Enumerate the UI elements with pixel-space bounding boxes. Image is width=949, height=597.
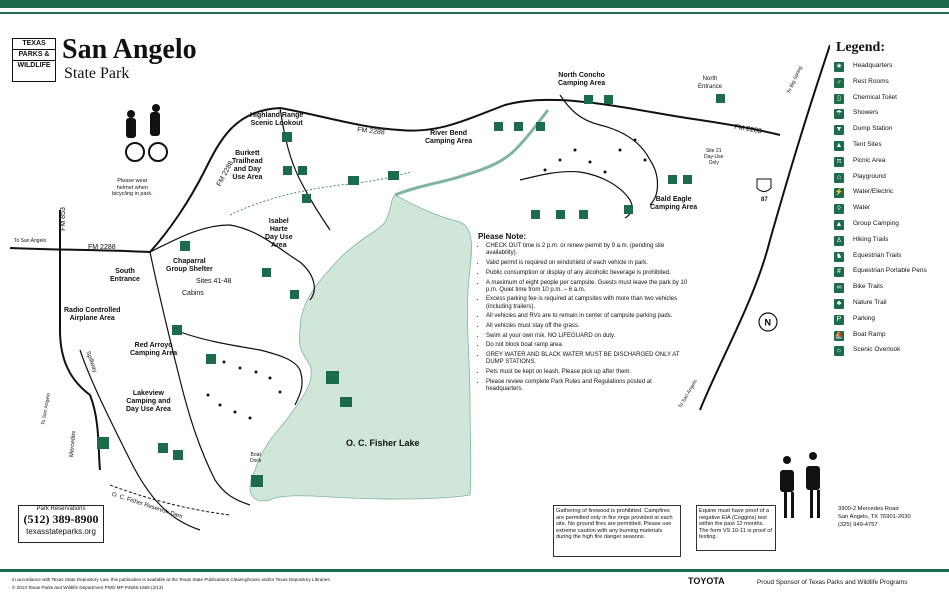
note-item: • Excess parking fee is required at campsites with more than two vehicles (including trailers). bbox=[486, 296, 690, 310]
legend-item bbox=[834, 236, 946, 252]
notes-heading: Please Note: bbox=[478, 232, 527, 241]
note-item: • All vehicles and RVs are to remain in center of campsite parking pads. bbox=[486, 313, 690, 320]
reservations-phone: (512) 389-8900 bbox=[23, 512, 99, 526]
note-item: • Do not block boat ramp area. bbox=[486, 342, 690, 349]
legend-label: Equestrian Portable Pens bbox=[853, 267, 927, 275]
water-electric-icon: ⚡ bbox=[834, 189, 844, 197]
overlook-icon: ☼ bbox=[835, 347, 843, 355]
label-highland: Highland Range Scenic Lookout bbox=[250, 112, 304, 127]
footer-bar bbox=[0, 569, 949, 572]
road-label-fm2288-b: FM 2288 bbox=[356, 126, 385, 137]
label-site21: Site 21 Day-Use Only bbox=[704, 148, 724, 166]
road-label-to-san-angelo-w: To San Angelo bbox=[14, 238, 47, 244]
lakeview-icon bbox=[158, 443, 168, 453]
road-label-to-san-angelo-se: To San Angelo bbox=[677, 378, 699, 410]
legend-item bbox=[834, 220, 946, 236]
legend-label: Bike Trails bbox=[853, 283, 883, 291]
tent-icon-b bbox=[531, 210, 540, 219]
playground-icon: ⌂ bbox=[834, 173, 844, 183]
nature-icon: ♣ bbox=[834, 299, 844, 309]
water-icon-ne bbox=[716, 94, 725, 103]
picnic-icon: π bbox=[834, 157, 844, 167]
tent-icon: ▲ bbox=[835, 141, 843, 149]
legend-item bbox=[834, 173, 946, 189]
north-arrow bbox=[759, 313, 777, 331]
restroom-icon-n1 bbox=[584, 95, 593, 104]
label-burkett: Burkett Trailhead and Day Use Area bbox=[232, 150, 263, 181]
boat-ramp-icon bbox=[340, 397, 352, 407]
note-item: • Pets must be kept on leash. Please pick up after them. bbox=[486, 369, 690, 376]
toyota-logo: TOYOTA bbox=[688, 576, 725, 586]
legend-item bbox=[834, 267, 946, 283]
horse-icon-map bbox=[348, 176, 359, 185]
label-isabel: Isabel Harte Day Use Area bbox=[265, 218, 293, 249]
park-notes bbox=[478, 233, 690, 396]
parking-icon-2 bbox=[251, 475, 263, 487]
road-label-dam: O. C. Fisher Reservoir Dam bbox=[110, 491, 184, 521]
legend-label: Scenic Overlook bbox=[853, 346, 901, 354]
label-north-entrance: North Entrance bbox=[698, 76, 723, 90]
label-chaparral: Chaparral Group Shelter bbox=[166, 258, 213, 273]
tent-icon-b2 bbox=[556, 210, 565, 219]
road-label-fm853: FM 853 bbox=[59, 207, 67, 231]
tpwd-logo: TEXAS PARKS & WILDLIFE bbox=[12, 38, 56, 82]
legend-label: Picnic Area bbox=[853, 156, 886, 164]
shower-icon: ☂ bbox=[835, 110, 843, 118]
trailhead-icon bbox=[302, 194, 311, 203]
firewood-note: Gathering of firewood is prohibited. Campfires are permitted only in fire rings provided at each site. No ground fires are permitted. Please use extreme caution with any burning materials during the high fire danger seasons. bbox=[553, 505, 681, 557]
sponsor-text: Proud Sponsor of Texas Parks and Wildlife Programs bbox=[757, 579, 908, 586]
lakeview-icon-2 bbox=[173, 450, 183, 460]
footer-copyright: © 2013 Texas Parks and Wildlife Department PWD MP P4506-1665 (2/13) bbox=[12, 585, 164, 590]
legend-item bbox=[834, 315, 946, 331]
note-item: • Swim at your own risk. NO LIFEGUARD on duty. bbox=[486, 333, 690, 340]
footer-depository: In accordance with Texas State Depository Law, this publication is available at the Texas State Publications Clearinghouse and/or Texas Depository Libraries. bbox=[12, 577, 331, 582]
horse-icon: ♞ bbox=[835, 252, 843, 260]
label-lake: O. C. Fisher Lake bbox=[346, 438, 420, 448]
legend-label: Nature Trail bbox=[853, 298, 887, 306]
legend-item bbox=[834, 78, 946, 94]
svg-text:N: N bbox=[764, 317, 771, 328]
hq-icon bbox=[97, 437, 109, 449]
restroom-icon-n2 bbox=[604, 95, 613, 104]
pens-icon: # bbox=[834, 267, 844, 277]
red-arroyo-icon bbox=[172, 325, 182, 335]
label-bald-eagle: Bald Eagle Camping Area bbox=[650, 196, 698, 211]
park-address: 3900-2 Mercedes Road San Angelo, TX 76901-2630 (325) 949-4757 bbox=[838, 506, 911, 528]
legend-label: Hiking Trails bbox=[853, 235, 889, 243]
dump-icon-be bbox=[683, 175, 692, 184]
map-legend bbox=[834, 40, 946, 362]
road-label-fm2288-c: FM 2288 bbox=[88, 244, 116, 251]
river-icon-2 bbox=[514, 122, 523, 131]
legend-label: Water/Electric bbox=[853, 188, 894, 196]
isabel-icon bbox=[262, 268, 271, 277]
legend-item bbox=[834, 141, 946, 157]
river bbox=[395, 110, 548, 195]
note-item: • Please review complete Park Rules and Regulations posted at headquarters. bbox=[486, 379, 690, 393]
water-icon: ◊ bbox=[834, 204, 844, 214]
park-map bbox=[0, 14, 830, 569]
legend-label: Equestrian Trails bbox=[853, 251, 902, 259]
boat-icon: ⛵ bbox=[834, 331, 844, 339]
label-sites-41-48: Sites 41-48 bbox=[196, 278, 232, 285]
label-rc-airplane: Radio Controlled Airplane Area bbox=[64, 307, 121, 322]
label-river-bend: River Bend Camping Area bbox=[425, 130, 473, 145]
tent-icon-b4 bbox=[624, 205, 633, 214]
legend-label: Playground bbox=[853, 172, 886, 180]
reservations-box bbox=[18, 505, 104, 543]
river-icon-1 bbox=[494, 122, 503, 131]
label-boat-dock: Boat Dock bbox=[250, 452, 262, 464]
legend-item bbox=[834, 283, 946, 299]
chaparral-icon bbox=[180, 241, 190, 251]
road-label-fm2288-a: FM 2288 bbox=[215, 159, 235, 188]
note-item: • Public consumption or display of any alcoholic beverage is prohibited. bbox=[486, 270, 690, 277]
overlook-icon-map bbox=[282, 132, 292, 142]
road-label-spillway: Spillway bbox=[84, 350, 98, 374]
legend-title: Legend: bbox=[836, 40, 885, 55]
legend-label: Showers bbox=[853, 109, 879, 117]
park-subtitle: State Park bbox=[64, 65, 130, 82]
tent-icon-b3 bbox=[579, 210, 588, 219]
label-south-entrance: South Entrance bbox=[110, 268, 140, 283]
group-camping-icon: ▲ bbox=[835, 220, 843, 228]
riders-illustration bbox=[780, 452, 820, 518]
bike-icon-map bbox=[388, 171, 399, 180]
legend-item bbox=[834, 299, 946, 315]
note-item: • A maximum of eight people per campsite. Guests must leave the park by 10 p.m. Quiet time from 10 p.m. – 6 a.m. bbox=[486, 280, 690, 294]
legend-label: Dump Station bbox=[853, 125, 893, 133]
restroom-icon-be bbox=[668, 175, 677, 184]
hiking-icon: ♙ bbox=[835, 236, 843, 244]
legend-item bbox=[834, 62, 946, 78]
reservations-url: texasstateparks.org bbox=[26, 527, 96, 536]
parking-icon: P bbox=[834, 315, 844, 325]
note-item: • All vehicles must stay off the grass. bbox=[486, 323, 690, 330]
label-lakeview: Lakeview Camping and Day Use Area bbox=[126, 390, 171, 413]
legend-item bbox=[834, 252, 946, 268]
label-cabins: Cabins bbox=[182, 290, 204, 297]
header-bar bbox=[0, 0, 949, 8]
legend-label: Water bbox=[853, 204, 871, 212]
legend-label: Tent Sites bbox=[853, 140, 882, 148]
legend-label: Group Camping bbox=[853, 219, 899, 227]
legend-label: Rest Rooms bbox=[853, 77, 889, 85]
legend-label: Parking bbox=[853, 314, 876, 322]
legend-item bbox=[834, 125, 946, 141]
legend-item bbox=[834, 188, 946, 204]
legend-label: Boat Ramp bbox=[853, 330, 886, 338]
equine-note: Equine must have proof of a negative EIA (Coggins) test within the past 12 months. The form VS 10-11 is proof of testing. bbox=[696, 505, 776, 551]
park-road-red-arroyo bbox=[175, 330, 302, 405]
note-item: • CHECK OUT time is 2 p.m. or renew permit by 9 a.m. (pending site availability). bbox=[486, 243, 690, 257]
park-title: San Angelo bbox=[62, 34, 197, 65]
us87-shield bbox=[757, 179, 771, 192]
toilet-icon: ▯ bbox=[834, 94, 844, 104]
road-label-to-big-spring: To Big Spring bbox=[785, 65, 804, 95]
road-label-fm2288-d: FM 2288 bbox=[733, 123, 763, 136]
restroom-icon-b1 bbox=[283, 166, 292, 175]
legend-item bbox=[834, 94, 946, 110]
label-red-arroyo: Red Arroyo Camping Area bbox=[130, 342, 178, 357]
legend-item bbox=[834, 346, 946, 362]
red-arroyo-icon-2 bbox=[206, 354, 216, 364]
legend-label: Chemical Toilet bbox=[853, 93, 897, 101]
road-label-us87: 87 bbox=[761, 197, 768, 203]
legend-item bbox=[834, 157, 946, 173]
note-item: • Valid permit is required on windshield of each vehicle in park. bbox=[486, 260, 690, 267]
label-north-concho: North Concho Camping Area bbox=[558, 72, 606, 87]
restroom-icon: ♂ bbox=[834, 78, 844, 88]
note-item: • GREY WATER AND BLACK WATER MUST BE DISCHARGED ONLY AT DUMP STATIONS. bbox=[486, 352, 690, 366]
isabel-icon-2 bbox=[290, 290, 299, 299]
reservations-heading: Park Reservations bbox=[19, 506, 103, 512]
legend-item bbox=[834, 204, 946, 220]
bike-icon: ∞ bbox=[834, 283, 844, 293]
restroom-icon-b2 bbox=[298, 166, 307, 175]
river-icon-3 bbox=[536, 122, 545, 131]
label-helmet-note: Please wear helmet when bicycling in park. bbox=[112, 178, 153, 197]
star-icon: ★ bbox=[835, 63, 843, 70]
road-label-mercedes: Mercedes bbox=[69, 430, 78, 458]
legend-item bbox=[834, 109, 946, 125]
cyclists-illustration bbox=[126, 104, 167, 161]
legend-label: Headquarters bbox=[853, 62, 893, 69]
parking-icon-1 bbox=[326, 371, 339, 384]
legend-item bbox=[834, 331, 946, 347]
road-label-to-san-angelo-sw: To San Angelo bbox=[40, 392, 52, 426]
dump-icon: ▼ bbox=[835, 126, 843, 134]
